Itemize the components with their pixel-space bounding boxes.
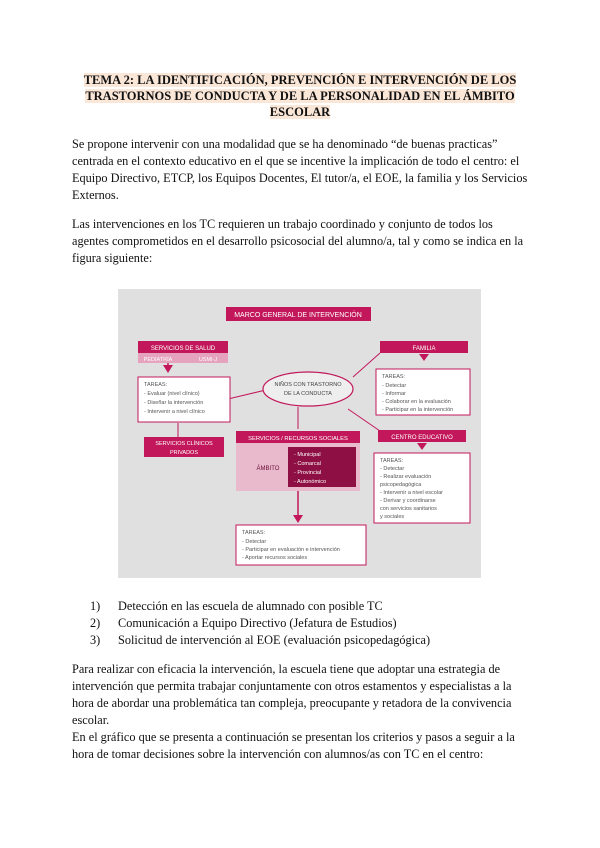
paragraph-strategy: Para realizar con eficacia la intervención, la escuela tiene que adoptar una estrategia de intervención que permita trabajar conjuntamente con otros estamentos y especialistas a la hora de abordar una problemática tan compleja, preocupante y retadora de la convivencia escolar. — [72, 662, 512, 727]
sociales-item-4: - Autonómico — [294, 479, 327, 485]
list-item-number: 2) — [90, 616, 101, 630]
sociales-title: SERVICIOS / RECURSOS SOCIALES — [248, 436, 348, 442]
sociales-task-2: - Participar en evaluación e intervención — [242, 547, 340, 553]
steps-list — [90, 598, 530, 649]
familia-task-1: - Detectar — [382, 383, 407, 389]
centro-task-6: con servicios sanitarios — [380, 506, 437, 512]
clinicos-line-2: PRIVADOS — [169, 450, 199, 456]
paragraph-coordination: Las intervenciones en los TC requieren un trabajo coordinado y conjunto de todos los agentes comprometidos en el desarrollo psicosocial del alumno/a, tal y como se indica en la figura siguiente: — [72, 217, 524, 265]
framework-header-text: MARCO GENERAL DE INTERVENCIÓN — [234, 312, 362, 319]
centro-task-2: - Realizar evaluación — [380, 474, 432, 480]
centro-task-3: psicopedagógica — [380, 482, 422, 488]
centro-task-4: - Intervenir a nivel escolar — [380, 490, 443, 496]
familia-tasks-label: TAREAS: — [382, 374, 406, 380]
paragraph-intro: Se propone intervenir con una modalidad que se ha denominado “de buenas practicas” centrada en el contexto educativo en el que se incentive la implicación de todo el centro: el Equipo Directivo, ETCP, los Equipos Docentes, El tutor/a, el EOE, la familia y los Servicios Externos. — [72, 137, 528, 202]
list-item-text: Detección en las escuela de alumnado con posible TC — [118, 599, 383, 613]
sociales-task-1: - Detectar — [242, 539, 267, 545]
familia-task-3: - Colaborar en la evaluación — [382, 399, 451, 405]
clinicos-line-1: SERVICIOS CLÍNICOS — [155, 441, 213, 447]
centro-title: CENTRO EDUCATIVO — [391, 435, 453, 441]
familia-title: FAMILIA — [412, 346, 436, 352]
sociales-item-2: - Comarcal — [294, 461, 321, 467]
center-line-2: DE LA CONDUCTA — [284, 391, 332, 397]
familia-task-2: - Informar — [382, 391, 406, 397]
sociales-task-3: - Aportar recursos sociales — [242, 555, 308, 561]
salud-tasks-label: TAREAS: — [144, 382, 168, 388]
list-item-number: 3) — [90, 633, 101, 647]
document-title: TEMA 2: LA IDENTIFICACIÓN, PREVENCIÓN E INTERVENCIÓN DE LOS TRASTORNOS DE CONDUCTA Y DE LA PERSONALIDAD EN EL ÁMBITO ESCOLAR — [83, 73, 517, 119]
center-ellipse — [263, 372, 353, 406]
centro-tasks-label: TAREAS: — [380, 458, 404, 464]
sociales-tasks-label: TAREAS: — [242, 530, 266, 536]
paragraph-graphic-intro: En el gráfico que se presenta a continuación se presentan los criterios y pasos a seguir a la hora de tomar decisiones sobre la intervención con alumnos/as con TC en el centro: — [72, 730, 515, 761]
centro-task-5: - Derivar y coordinarse — [380, 498, 436, 504]
list-item — [90, 615, 530, 632]
intervention-figure — [118, 289, 481, 578]
salud-task-2: - Diseñar la intervención — [144, 400, 204, 406]
list-item-number: 1) — [90, 599, 101, 613]
list-item — [90, 598, 530, 615]
centro-task-7: y sociales — [380, 514, 405, 520]
list-item-text: Comunicación a Equipo Directivo (Jefatura de Estudios) — [118, 616, 397, 630]
salud-title: SERVICIOS DE SALUD — [150, 346, 216, 352]
sociales-item-1: - Municipal — [294, 452, 321, 458]
sociales-item-3: - Provincial — [294, 470, 322, 476]
salud-task-1: - Evaluar (nivel clínico) — [144, 391, 200, 397]
center-line-1: NIÑOS CON TRASTORNO — [274, 382, 342, 388]
salud-usmij: USMI-J — [198, 357, 218, 363]
salud-task-3: - Intervenir a nivel clínico — [144, 409, 205, 415]
list-item — [90, 632, 530, 649]
list-item-text: Solicitud de intervención al EOE (evaluación psicopedagógica) — [118, 633, 431, 647]
salud-pediatria: PEDIATRÍA — [143, 357, 173, 363]
intervention-diagram — [118, 289, 481, 578]
familia-task-4: - Participar en la intervención — [382, 407, 454, 413]
sociales-ambito: ÁMBITO — [256, 466, 280, 472]
centro-task-1: - Detectar — [380, 466, 405, 472]
